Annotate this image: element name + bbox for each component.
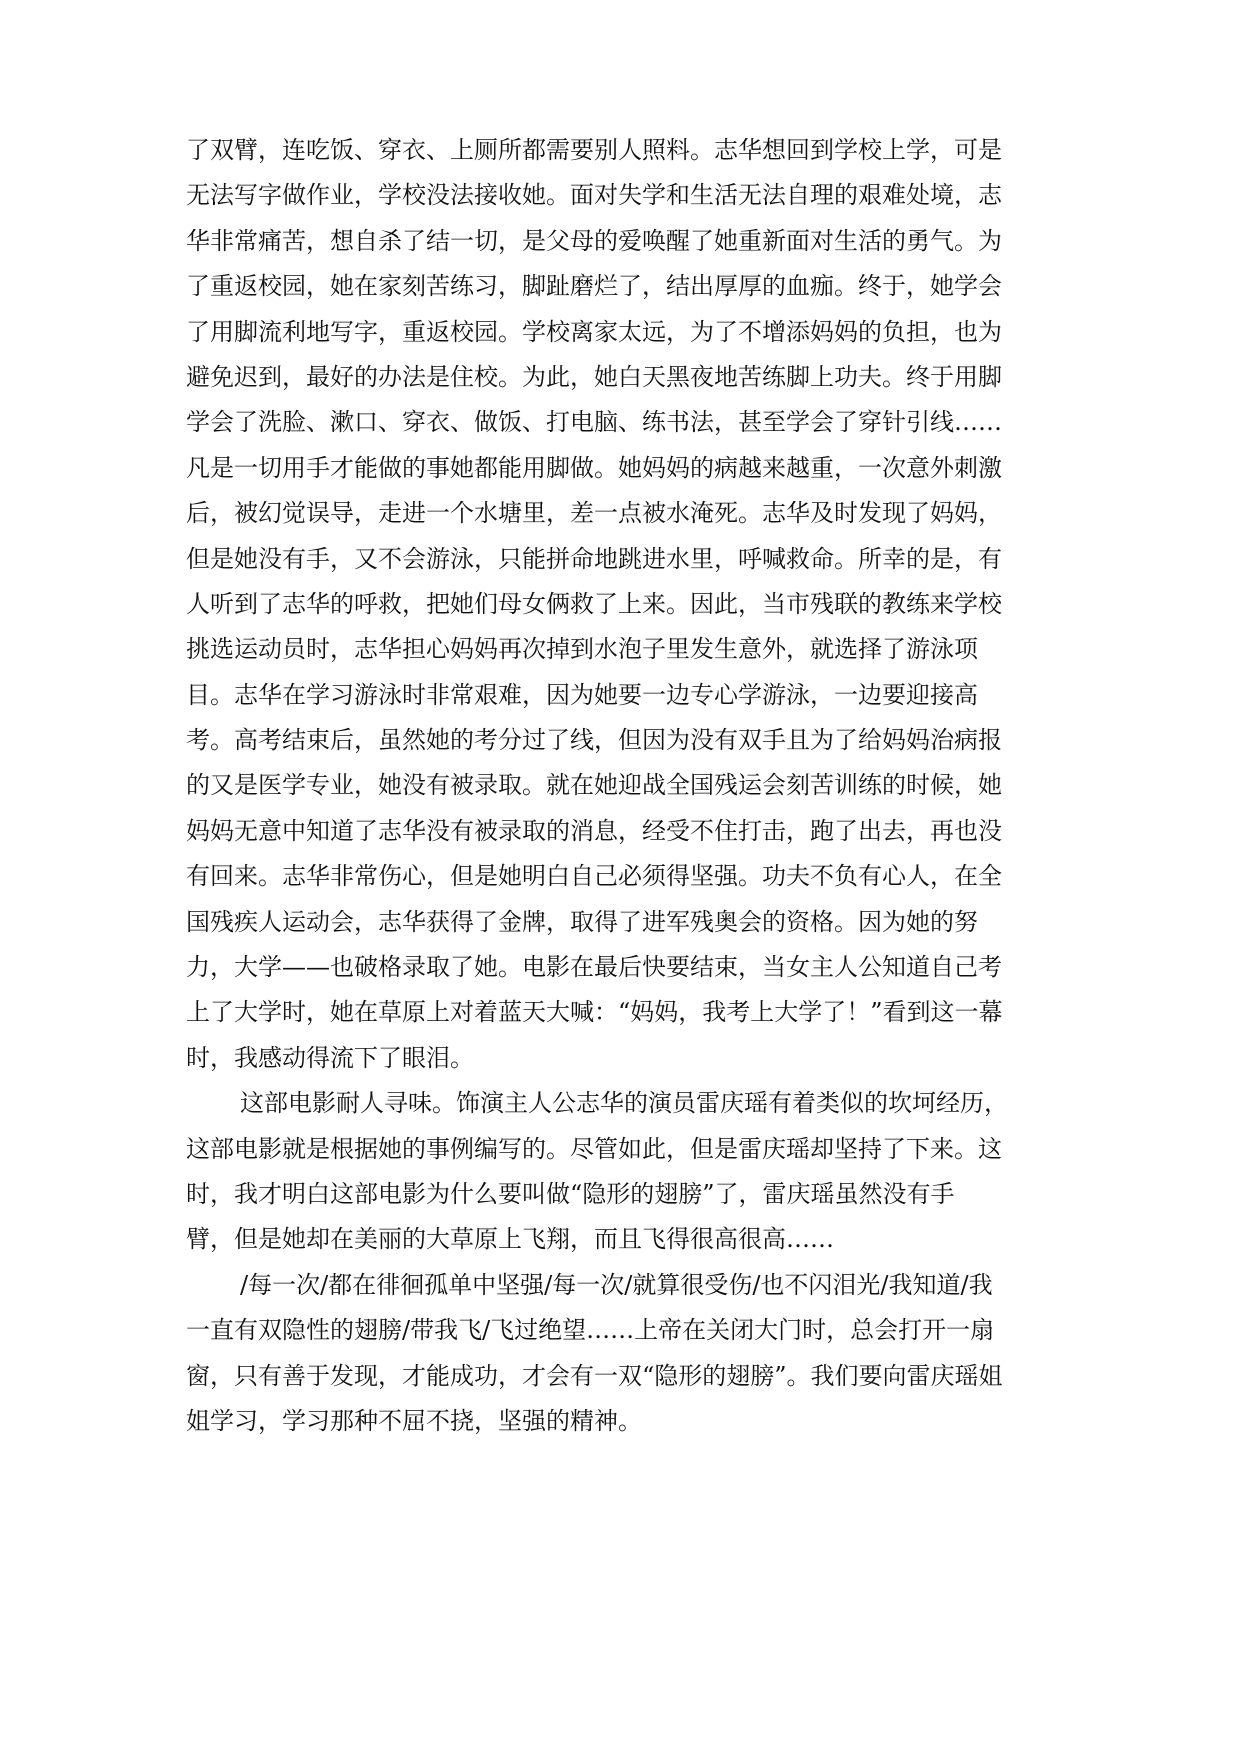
text-line: 但是她没有手，又不会游泳，只能拼命地跳进水里，呼喊救命。所幸的是，有 bbox=[186, 544, 1002, 573]
text-line: 了双臂，连吃饭、穿衣、上厕所都需要别人照料。志华想回到学校上学，可是 bbox=[186, 136, 1002, 164]
text-line: 有回来。志华非常伤心，但是她明白自己必须得坚强。功夫不负有心人，在全 bbox=[186, 862, 1002, 891]
text-line: 一直有双隐性的翅膀/带我飞/飞过绝望……上帝在关闭大门时，总会打开一扇 bbox=[186, 1316, 995, 1345]
text-line: 臂，但是她却在美丽的大草原上飞翔，而且飞得很高很高…… bbox=[186, 1225, 834, 1254]
text-line: 凡是一切用手才能做的事她都能用脚做。她妈妈的病越来越重，一次意外刺激 bbox=[186, 453, 1002, 482]
text-line: 的又是医学专业，她没有被录取。就在她迎战全国残运会刻苦训练的时候，她 bbox=[186, 771, 1002, 800]
text-line: 国残疾人运动会，志华获得了金牌，取得了进军残奥会的资格。因为她的努 bbox=[186, 907, 978, 936]
text-line: 考。高考结束后，虽然她的考分过了线，但因为没有双手且为了给妈妈治病报 bbox=[186, 726, 1002, 755]
text-line: 上了大学时，她在草原上对着蓝天大喊：“妈妈，我考上大学了！”看到这一幕 bbox=[186, 998, 1003, 1027]
document-body bbox=[186, 128, 1066, 1444]
paragraph-story bbox=[186, 128, 1066, 1081]
text-line: 这部电影就是根据她的事例编写的。尽管如此，但是雷庆瑶却坚持了下来。这 bbox=[186, 1134, 1002, 1163]
text-line: 无法写字做作业，学校没法接收她。面对失学和生活无法自理的艰难处境，志 bbox=[186, 181, 1002, 210]
text-line: 避免迟到，最好的办法是住校。为此，她白天黑夜地苦练脚上功夫。终于用脚 bbox=[186, 362, 1002, 391]
text-line: 时，我感动得流下了眼泪。 bbox=[186, 1043, 474, 1072]
text-line: 这部电影耐人寻味。饰演主人公志华的演员雷庆瑶有着类似的坎坷经历， bbox=[240, 1089, 1008, 1118]
paragraph-conclusion bbox=[186, 1263, 1066, 1445]
text-line: 窗，只有善于发现，才能成功，才会有一双“隐形的翅膀”。我们要向雷庆瑶姐 bbox=[186, 1361, 1003, 1390]
text-line: 学会了洗脸、漱口、穿衣、做饭、打电脑、练书法，甚至学会了穿针引线…… bbox=[186, 408, 1002, 437]
text-line: 目。志华在学习游泳时非常艰难，因为她要一边专心学游泳，一边要迎接高 bbox=[186, 680, 978, 709]
text-line: 了重返校园，她在家刻苦练习，脚趾磨烂了，结出厚厚的血痂。终于，她学会 bbox=[186, 272, 1002, 301]
paragraph-reflection bbox=[186, 1081, 1066, 1263]
text-line: 妈妈无意中知道了志华没有被录取的消息，经受不住打击，跑了出去，再也没 bbox=[186, 816, 1002, 845]
text-line: 后，被幻觉误导，走进一个水塘里，差一点被水淹死。志华及时发现了妈妈， bbox=[186, 499, 1002, 528]
text-line: 姐学习，学习那种不屈不挠，坚强的精神。 bbox=[186, 1406, 642, 1435]
text-line: 力，大学——也破格录取了她。电影在最后快要结束，当女主人公知道自己考 bbox=[186, 953, 1002, 982]
text-line: 华非常痛苦，想自杀了结一切，是父母的爱唤醒了她重新面对生活的勇气。为 bbox=[186, 226, 1002, 255]
text-line: 时，我才明白这部电影为什么要叫做“隐形的翅膀”了，雷庆瑶虽然没有手 bbox=[186, 1179, 955, 1208]
text-line: 了用脚流利地写字，重返校园。学校离家太远，为了不增添妈妈的负担，也为 bbox=[186, 317, 1002, 346]
text-line: /每一次/都在徘徊孤单中坚强/每一次/就算很受伤/也不闪泪光/我知道/我 bbox=[240, 1270, 993, 1299]
text-line: 挑选运动员时，志华担心妈妈再次掉到水泡子里发生意外，就选择了游泳项 bbox=[186, 635, 978, 664]
text-line: 人听到了志华的呼救，把她们母女俩救了上来。因此，当市残联的教练来学校 bbox=[186, 589, 1002, 618]
